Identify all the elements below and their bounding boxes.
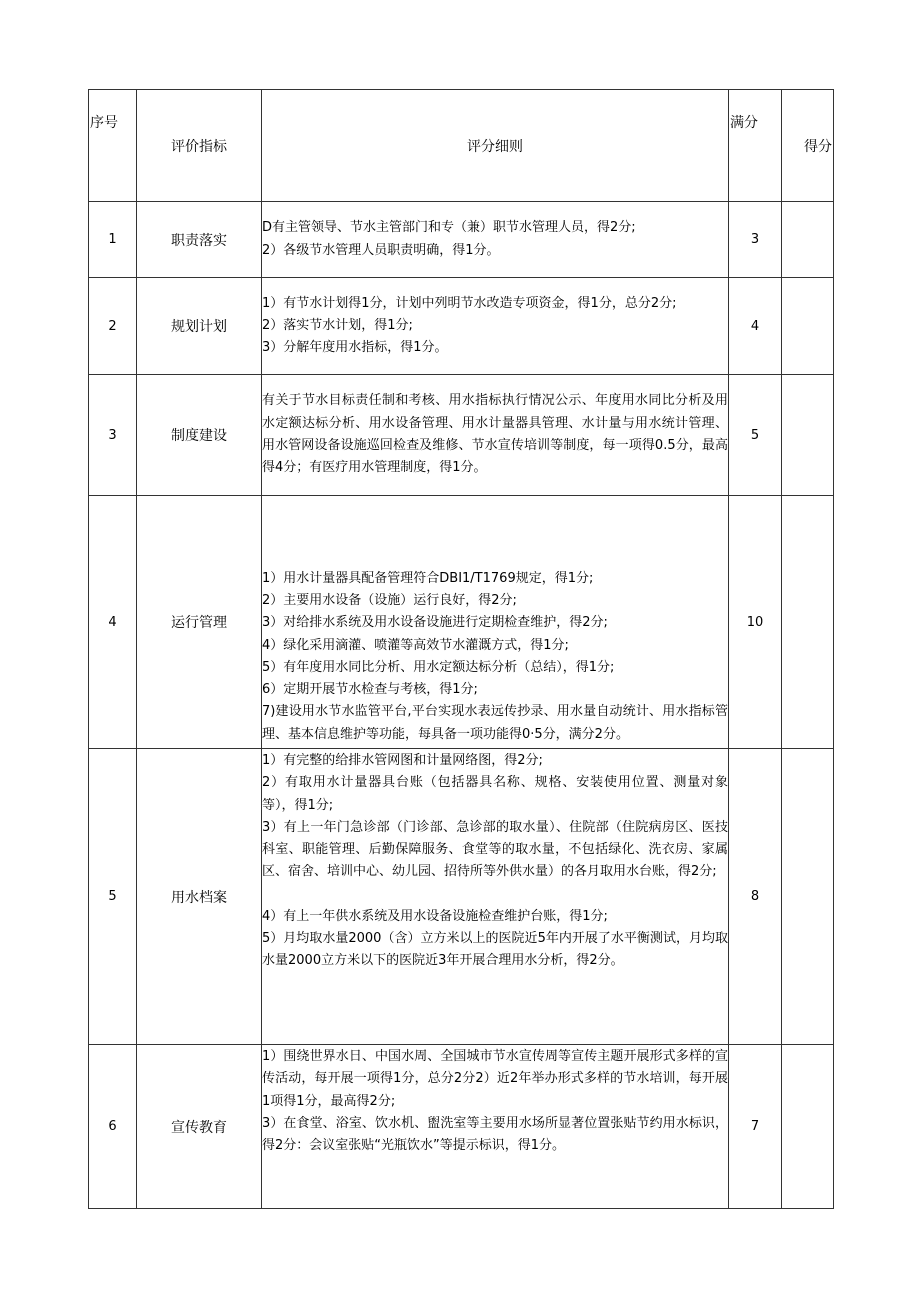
table-row <box>89 496 834 749</box>
header-score: 得分 <box>782 90 834 202</box>
row-no: 4 <box>89 496 137 749</box>
row-full-score: 10 <box>729 496 782 749</box>
detail-line: 6）定期开展节水检查与考核，得1分; <box>262 682 478 698</box>
detail-blank-line <box>262 884 728 906</box>
row-score-cell[interactable] <box>782 278 834 375</box>
detail-line: 3）对给排水系统及用水设备设施进行定期检查维护，得2分; <box>262 615 608 631</box>
detail-line: 1）用水计量器具配备管理符合DBI1/T1769规定，得1分; <box>262 570 594 586</box>
detail-line: 4）有上一年供水系统及用水设备设施检查维护台账，得1分; <box>262 908 608 924</box>
detail-line: 7)建设用水节水监管平台,平台实现水表远传抄录、用水量自动统计、用水指标管理、基本信息维护等功能，每具备一项功能得0·5分，满分2分。 <box>262 704 728 742</box>
detail-line: 5）有年度用水同比分析、用水定额达标分析（总结），得1分; <box>262 659 615 675</box>
row-detail <box>262 375 729 496</box>
row-no: 3 <box>89 375 137 496</box>
detail-line: 4）绿化采用滴灌、喷灌等高效节水灌溉方式，得1分; <box>262 637 569 653</box>
table-header-row <box>89 90 834 202</box>
row-score-cell[interactable] <box>782 496 834 749</box>
detail-line: 5）月均取水量2000（含）立方米以上的医院近5年内开展了水平衡测试，月均取水量2000立方米以下的医院近3年开展合理用水分析，得2分。 <box>262 931 728 969</box>
row-detail <box>262 1045 729 1209</box>
row-score-cell[interactable] <box>782 375 834 496</box>
detail-line: 1）围绕世界水日、中国水周、全国城市节水宣传周等宣传主题开展形式多样的宣传活动，每开展一项得1分，总分2分2）近2年举办形式多样的节水培训，每开展1项得1分，最高得2分; <box>262 1049 728 1109</box>
detail-line: 3）有上一年门急诊部（门诊部、急诊部的取水量）、住院部（住院病房区、医技科室、职能管理、后勤保障服务、食堂等的取水量，不包括绿化、洗衣房、家属区、宿舍、培训中心、幼儿园、招待所等外供水量）的各月取用水台账，得2分; <box>262 819 728 880</box>
detail-line: 3）分解年度用水指标，得1分。 <box>262 340 448 356</box>
row-no: 6 <box>89 1045 137 1209</box>
detail-line: 2）各级节水管理人员职责明确，得1分。 <box>262 242 500 258</box>
row-indicator: 职责落实 <box>137 202 262 278</box>
header-no: 序号 <box>89 90 137 202</box>
row-indicator: 制度建设 <box>137 375 262 496</box>
detail-line: 1）有完整的给排水管网图和计量网络图，得2分; <box>262 753 543 768</box>
header-detail: 评分细则 <box>262 90 729 202</box>
table-row <box>89 749 834 1045</box>
header-full-score: 满分 <box>729 90 782 202</box>
table-row <box>89 1045 834 1209</box>
header-indicator: 评价指标 <box>137 90 262 202</box>
row-full-score: 7 <box>729 1045 782 1209</box>
row-full-score: 8 <box>729 749 782 1045</box>
table-row <box>89 202 834 278</box>
table-row <box>89 375 834 496</box>
detail-line: 2）落实节水计划，得1分; <box>262 317 413 333</box>
row-no: 1 <box>89 202 137 278</box>
row-detail <box>262 496 729 749</box>
row-no: 5 <box>89 749 137 1045</box>
detail-line: 3）在食堂、浴室、饮水机、盥洗室等主要用水场所显著位置张贴节约用水标识，得2分：会议室张贴“光瓶饮水”等提示标识，得1分。 <box>262 1115 728 1154</box>
detail-line: 1）有节水计划得1分，计划中列明节水改造专项资金，得1分，总分2分; <box>262 295 677 311</box>
row-detail <box>262 202 729 278</box>
row-indicator: 用水档案 <box>137 749 262 1045</box>
row-score-cell[interactable] <box>782 202 834 278</box>
detail-line: 2）主要用水设备（设施）运行良好，得2分; <box>262 592 517 608</box>
detail-line: D有主管领导、节水主管部门和专（兼）职节水管理人员，得2分; <box>262 220 636 236</box>
detail-line: 有关于节水目标责任制和考核、用水指标执行情况公示、年度用水同比分析及用水定额达标分析、用水设备管理、用水计量器具管理、水计量与用水统计管理、用水管网设备设施巡回检查及维修、节水宣传培训等制度，每一项得0.5分，最高得4分；有医疗用水管理制度，得1分。 <box>262 393 728 476</box>
row-score-cell[interactable] <box>782 1045 834 1209</box>
table-row <box>89 278 834 375</box>
row-full-score: 4 <box>729 278 782 375</box>
evaluation-table <box>88 89 834 1209</box>
row-indicator: 运行管理 <box>137 496 262 749</box>
row-detail <box>262 278 729 375</box>
row-indicator: 宣传教育 <box>137 1045 262 1209</box>
row-score-cell[interactable] <box>782 749 834 1045</box>
row-full-score: 5 <box>729 375 782 496</box>
row-full-score: 3 <box>729 202 782 278</box>
detail-line: 2）有取用水计量器具台账（包括器具名称、规格、安装使用位置、测量对象等），得1分; <box>262 775 728 813</box>
row-indicator: 规划计划 <box>137 278 262 375</box>
row-detail <box>262 749 729 1045</box>
row-no: 2 <box>89 278 137 375</box>
